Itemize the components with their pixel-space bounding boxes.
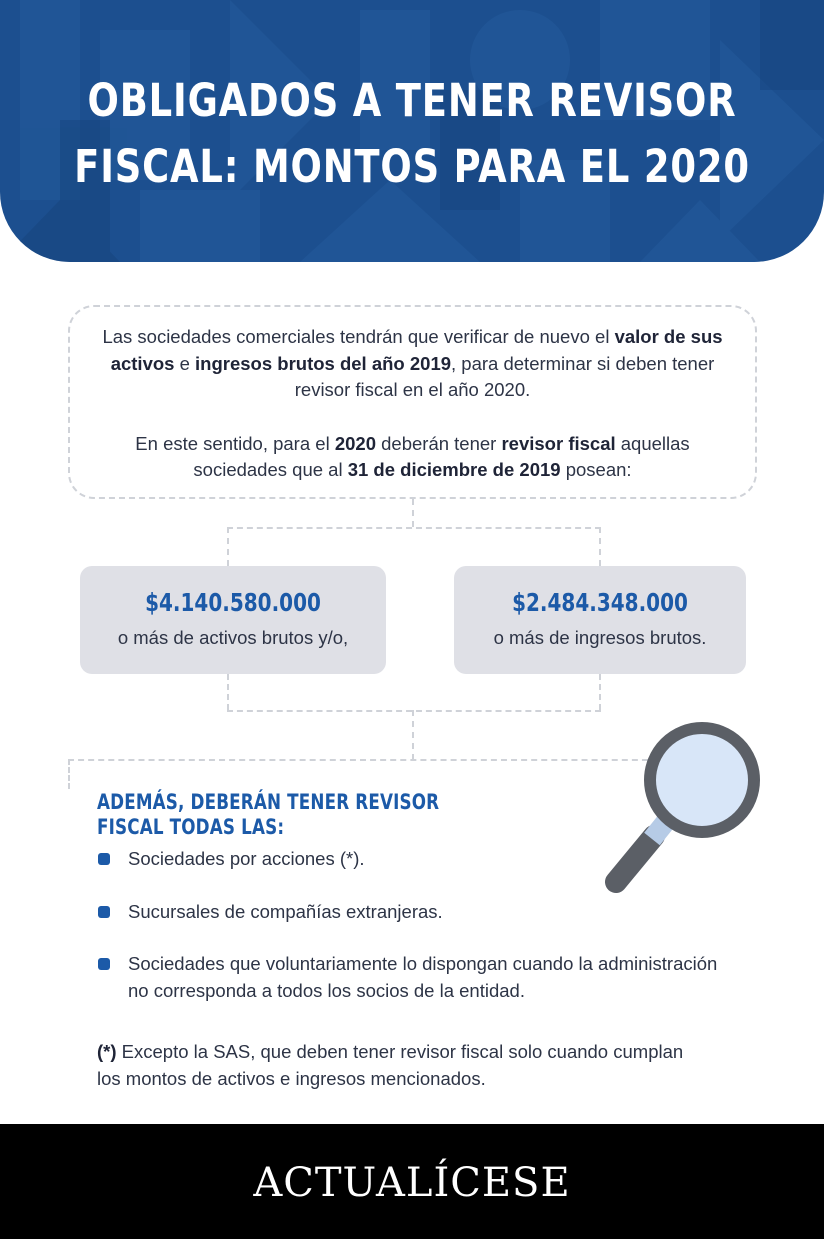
amount-description: o más de activos brutos y/o, [117,627,349,648]
connector-line [68,759,70,789]
header-banner [0,0,824,262]
connector-line [412,499,414,527]
amount-description: o más de ingresos brutos. [493,627,707,648]
page-title [74,68,750,200]
connector-line [227,527,229,566]
intro-text: , para determinar si deben tener revisor fiscal en el año 2020. [294,352,715,400]
intro-bold: 31 de diciembre de 2019 [347,459,561,480]
intro-text: deberán tener [375,432,502,454]
intro-text: Las sociedades comerciales tendrán que verificar de nuevo el [102,326,615,347]
connector-line [68,759,658,761]
intro-bold: ingresos brutos del año 2019 [195,352,452,374]
list-item-text: Sociedades que voluntariamente lo dispongan cuando la administración no corresponda a todos los socios de la entidad. [128,953,718,1001]
intro-text: aquellas sociedades que al [193,432,690,480]
intro-paragraph-1 [94,324,731,404]
amount-card-income [454,566,746,674]
connector-line [227,527,601,529]
bullet-icon [98,853,110,865]
bullet-icon [98,906,110,918]
brand-logo: ACTUALÍCESE [253,1160,571,1206]
title-line-2: FISCAL: MONTOS PARA EL 2020 [74,140,750,193]
bullet-icon [98,958,110,970]
connector-line [599,527,601,566]
intro-text: En este sentido, para el [135,432,335,454]
magnifying-glass-icon [598,718,768,898]
section-heading: ADEMÁS, DEBERÁN TENER REVISOR FISCAL TODAS LAS: [97,790,440,840]
list-item [98,951,738,1004]
connector-line [412,710,414,760]
intro-paragraph-2 [94,431,731,484]
footnote-mark: (*) [97,1041,117,1062]
list-item-text: Sucursales de compañías extranjeras. [128,900,443,922]
connector-line [227,710,601,712]
intro-bold: revisor fiscal [501,432,616,454]
intro-box [68,305,757,499]
intro-bold: valor de sus activos [110,326,723,374]
amount-value: $2.484.348.000 [512,588,688,617]
connector-line [227,674,229,710]
amount-card-assets [80,566,386,674]
connector-line [599,674,601,710]
footnote-text: Excepto la SAS, que deben tener revisor fiscal solo cuando cumplan los montos de activos e ingresos mencionados. [97,1041,684,1089]
list-item [98,899,738,926]
intro-text: posean: [560,459,632,480]
title-line-1: OBLIGADOS A TENER REVISOR [87,74,737,127]
list-item-text: Sociedades por acciones (*). [128,848,365,869]
footnote [97,1039,697,1092]
footer [0,1124,824,1239]
intro-text: e [174,352,196,374]
intro-bold: 2020 [334,432,376,454]
amount-value: $4.140.580.000 [145,588,321,617]
